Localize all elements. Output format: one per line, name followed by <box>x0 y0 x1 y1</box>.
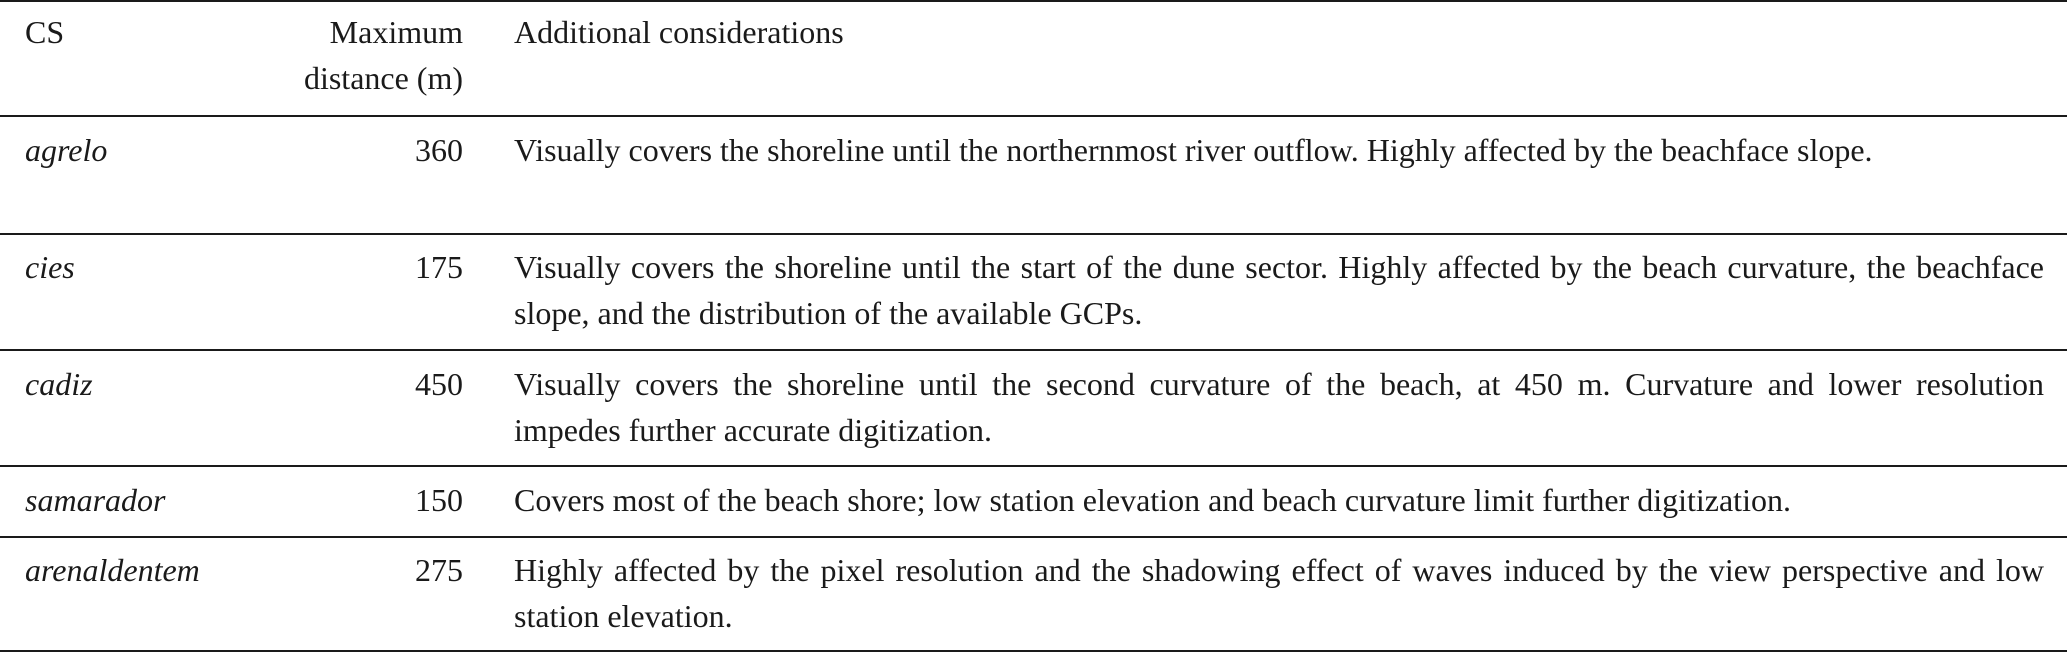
top-rule <box>0 0 2067 2</box>
row-rule <box>0 233 2067 235</box>
header-considerations: Additional considerations <box>514 14 844 50</box>
row-considerations: Covers most of the beach shore; low station elevation and beach curvature limit further digitization. <box>514 482 1791 518</box>
bottom-rule <box>0 650 2067 652</box>
row-considerations: Highly affected by the pixel resolution and the shadowing effect of waves induced by the view perspective and low station elevation. <box>514 552 2044 634</box>
row-cs-name: cadiz <box>25 366 93 402</box>
row-distance: 150 <box>415 482 463 518</box>
row-cs-name: arenaldentem <box>25 552 200 588</box>
row-distance: 175 <box>415 249 463 285</box>
row-considerations: Visually covers the shoreline until the northernmost river outflow. Highly affected by the beachface slope. <box>514 132 1873 168</box>
row-rule <box>0 536 2067 538</box>
row-considerations: Visually covers the shoreline until the start of the dune sector. Highly affected by the beach curvature, the beachface slope, and the distribution of the available GCPs. <box>514 249 2044 331</box>
row-cs-name: cies <box>25 249 75 285</box>
row-distance: 275 <box>415 552 463 588</box>
header-rule <box>0 115 2067 117</box>
row-distance: 450 <box>415 366 463 402</box>
row-distance: 360 <box>415 132 463 168</box>
row-considerations: Visually covers the shoreline until the second curvature of the beach, at 450 m. Curvature and lower resolution impedes further accurate digitization. <box>514 366 2044 448</box>
header-cs: CS <box>25 14 65 50</box>
row-cs-name: samarador <box>25 482 166 518</box>
header-distance-line2: distance (m) <box>303 60 463 96</box>
row-cs-name: agrelo <box>25 132 108 168</box>
header-distance-line1: Maximum <box>329 14 463 50</box>
row-rule <box>0 349 2067 351</box>
row-rule <box>0 465 2067 467</box>
